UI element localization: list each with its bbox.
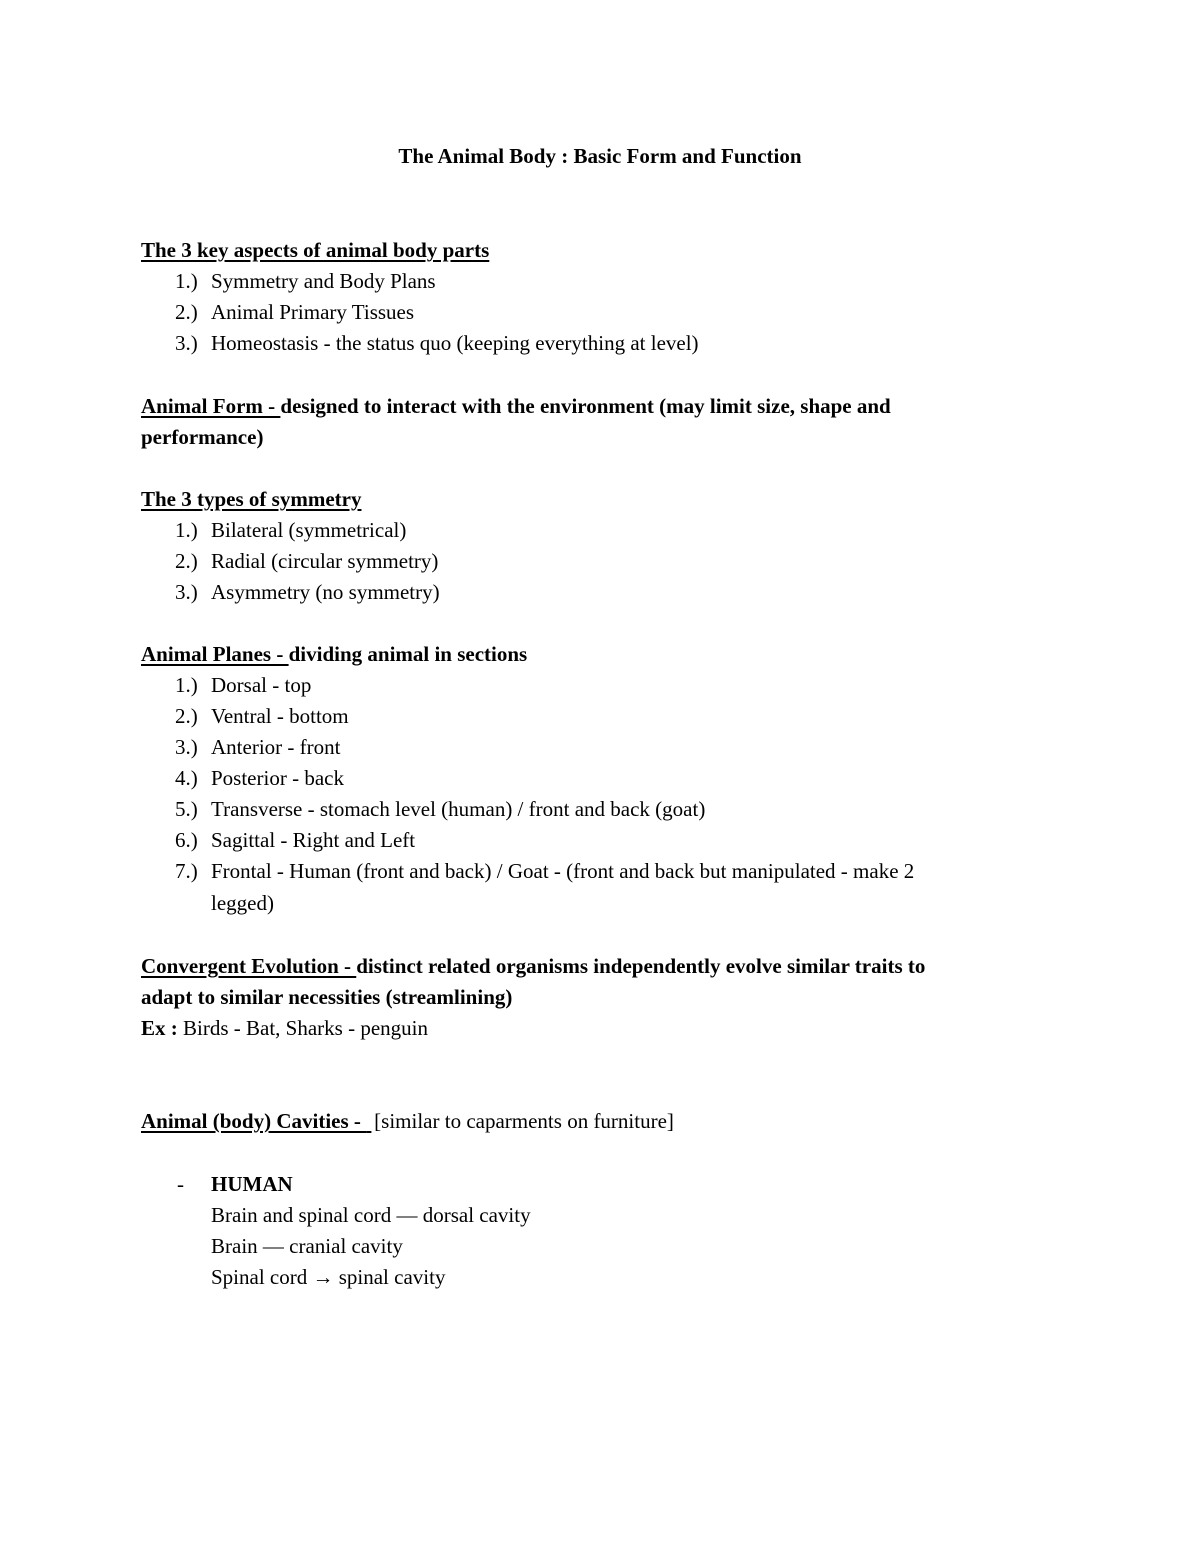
example-text: Birds - Bat, Sharks - penguin — [177, 1016, 428, 1040]
list-item — [175, 768, 344, 789]
underline-gap — [366, 1111, 374, 1132]
list-text: Frontal - Human (front and back) / Goat - (front and back but manipulated - make 2 — [211, 859, 915, 883]
list-item — [175, 582, 440, 603]
animal-form-heading: Animal Form - — [141, 394, 281, 418]
planes-heading: Animal Planes - — [141, 642, 289, 666]
key-aspects-heading: The 3 key aspects of animal body parts — [141, 238, 490, 262]
list-number: 1.) — [175, 269, 198, 293]
cavity-line: Brain — cranial cavity — [211, 1234, 403, 1258]
list-number: 3.) — [175, 735, 198, 759]
list-number: 1.) — [175, 518, 198, 542]
convergent-paragraph — [141, 956, 925, 977]
list-item — [175, 520, 406, 541]
convergent-text: distinct related organisms independently evolve similar traits to — [356, 954, 926, 978]
list-text: Symmetry and Body Plans — [211, 269, 436, 293]
list-item — [175, 799, 705, 820]
list-item — [175, 551, 438, 572]
animal-form-text-continued: performance) — [141, 425, 264, 449]
list-item — [175, 675, 311, 696]
list-number: 4.) — [175, 766, 198, 790]
list-item — [175, 737, 340, 758]
list-item — [175, 861, 914, 882]
list-text: Asymmetry (no symmetry) — [211, 580, 440, 604]
list-number: 2.) — [175, 704, 198, 728]
list-number: 7.) — [175, 859, 198, 883]
list-item — [175, 706, 349, 727]
list-text: Posterior - back — [211, 766, 344, 790]
cavities-note: [similar to caparments on furniture] — [374, 1109, 674, 1133]
list-text: Animal Primary Tissues — [211, 300, 415, 324]
convergent-heading: Convergent Evolution - — [141, 954, 357, 978]
list-text: Homeostasis - the status quo (keeping everything at level) — [211, 331, 699, 355]
cavities-paragraph — [141, 1111, 674, 1132]
list-text: Dorsal - top — [211, 673, 312, 697]
list-number: 3.) — [175, 580, 198, 604]
page-title: The Animal Body : Basic Form and Function — [398, 144, 802, 168]
cavity-line: Spinal cord → spinal cavity — [211, 1265, 446, 1289]
planes-paragraph — [141, 644, 527, 665]
list-number: 5.) — [175, 797, 198, 821]
list-item — [175, 271, 436, 292]
list-number: 6.) — [175, 828, 198, 852]
list-text-continued: legged) — [211, 891, 274, 915]
convergent-text-continued: adapt to similar necessities (streamlining) — [141, 985, 513, 1009]
example-label: Ex : — [141, 1016, 178, 1040]
list-text: Sagittal - Right and Left — [211, 828, 416, 852]
list-item — [175, 333, 699, 354]
cavity-line: Brain and spinal cord — dorsal cavity — [211, 1203, 531, 1227]
animal-form-paragraph — [141, 396, 891, 417]
list-number: 1.) — [175, 673, 198, 697]
list-item — [175, 830, 415, 851]
animal-form-text: designed to interact with the environment (may limit size, shape and — [280, 394, 891, 418]
list-text: Ventral - bottom — [211, 704, 349, 728]
list-text: Transverse - stomach level (human) / front and back (goat) — [211, 797, 706, 821]
planes-description: dividing animal in sections — [288, 642, 528, 666]
list-number: 2.) — [175, 300, 198, 324]
list-number: 2.) — [175, 549, 198, 573]
list-text: Radial (circular symmetry) — [211, 549, 439, 573]
human-subheading: HUMAN — [211, 1172, 293, 1196]
list-text: Anterior - front — [211, 735, 341, 759]
list-text: Bilateral (symmetrical) — [211, 518, 407, 542]
cavities-heading: Animal (body) Cavities - — [141, 1109, 367, 1133]
list-item — [175, 302, 414, 323]
convergent-example — [141, 1018, 428, 1039]
bullet-dash: - — [177, 1172, 184, 1196]
symmetry-heading: The 3 types of symmetry — [141, 487, 362, 511]
list-number: 3.) — [175, 331, 198, 355]
